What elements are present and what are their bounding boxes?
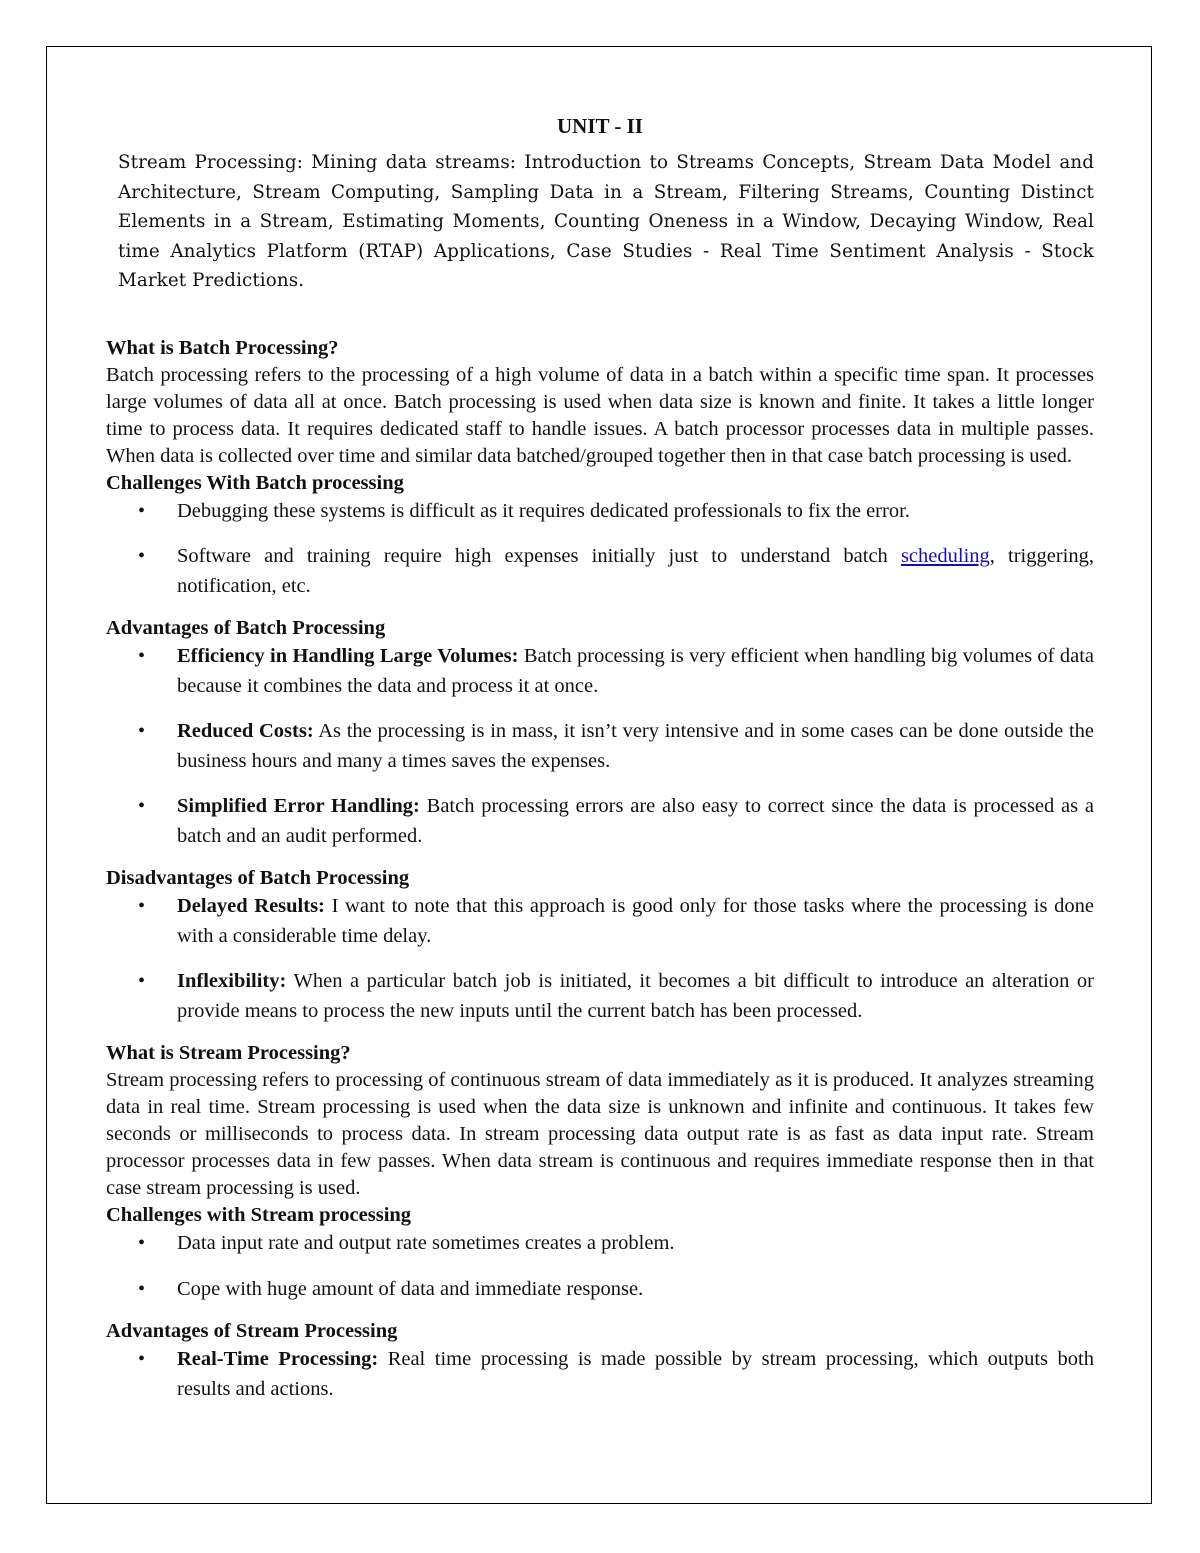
list-item-text: When a particular batch job is initiated, it becomes a bit difficult to introduce an alteration or provide means to process the new inputs until the current batch has been processed. bbox=[177, 970, 1094, 1022]
list-item bbox=[106, 1229, 1094, 1259]
bullet-icon: • bbox=[138, 895, 146, 918]
list-item bbox=[106, 892, 1094, 951]
list-item-term: Real-Time Processing: bbox=[177, 1348, 379, 1371]
list-item-term: Inflexibility: bbox=[177, 970, 287, 993]
batch-challenges-list bbox=[106, 497, 1094, 602]
stream-advantages-list bbox=[106, 1345, 1094, 1404]
bullet-icon: • bbox=[138, 545, 146, 568]
bullet-icon: • bbox=[138, 1232, 146, 1255]
list-item bbox=[106, 497, 1094, 527]
list-item-term: Simplified Error Handling: bbox=[177, 795, 420, 818]
batch-challenges-heading: Challenges With Batch processing bbox=[106, 471, 404, 494]
list-item-term: Efficiency in Handling Large Volumes: bbox=[177, 645, 519, 668]
list-item-text: , triggering, notification, etc. bbox=[177, 545, 1094, 597]
list-item bbox=[106, 1345, 1094, 1404]
stream-challenges-list bbox=[106, 1229, 1094, 1304]
list-item bbox=[106, 542, 1094, 601]
bullet-icon: • bbox=[138, 1277, 146, 1300]
list-item-term: Delayed Results: bbox=[177, 895, 325, 918]
batch-advantages-heading: Advantages of Batch Processing bbox=[106, 617, 386, 640]
bullet-icon: • bbox=[138, 795, 146, 818]
batch-body: Batch processing refers to the processing of a high volume of data in a batch within a specific time span. It processes large volumes of data all at once. Batch processing is used when data size is known and finite. It takes a little longer time to process data. It requires dedicated staff to handle issues. A batch processor processes data in multiple passes. When data is collected over time and similar data batched/grouped together then in that case batch processing is used. bbox=[106, 363, 1094, 467]
bullet-icon: • bbox=[138, 970, 146, 993]
document-body bbox=[106, 112, 1094, 1404]
stream-heading: What is Stream Processing? bbox=[106, 1042, 351, 1065]
list-item bbox=[106, 792, 1094, 851]
list-item-text: Real time processing is made possible by stream processing, which outputs both results and actions. bbox=[177, 1348, 1094, 1400]
bullet-icon: • bbox=[138, 645, 146, 668]
list-item-term: Reduced Costs: bbox=[177, 720, 314, 743]
syllabus-paragraph: Stream Processing: Mining data streams: Introduction to Streams Concepts, Stream Data Model and Architecture, Stream Computing, Sampling Data in a Stream, Filtering Streams, Counting Distinct Elements in a Stream, Estimating Moments, Counting Oneness in a Window, Decaying Window, Real time Analytics Platform (RTAP) Applications, Case Studies - Real Time Sentiment Analysis - Stock Market Predictions. bbox=[118, 152, 1094, 292]
stream-advantages-heading: Advantages of Stream Processing bbox=[106, 1320, 398, 1343]
stream-challenges-heading: Challenges with Stream processing bbox=[106, 1204, 412, 1227]
bullet-icon: • bbox=[138, 499, 146, 522]
list-item-text: As the processing is in mass, it isn’t very intensive and in some cases can be done outside the business hours and many a times saves the expenses. bbox=[177, 720, 1094, 772]
list-item-text: I want to note that this approach is good only for those tasks where the processing is done with a considerable time delay. bbox=[177, 895, 1094, 947]
bullet-icon: • bbox=[138, 720, 146, 743]
list-item-text: Batch processing errors are also easy to correct since the data is processed as a batch and an audit performed. bbox=[177, 795, 1094, 847]
list-item-text: Batch processing is very efficient when handling big volumes of data because it combines the data and process it at once. bbox=[177, 645, 1094, 697]
list-item-text: Cope with huge amount of data and immediate response. bbox=[177, 1277, 644, 1300]
batch-advantages-list bbox=[106, 642, 1094, 851]
stream-body: Stream processing refers to processing of continuous stream of data immediately as it is produced. It analyzes streaming data in real time. Stream processing is used when the data size is unknown and infinite and continuous. It takes few seconds or milliseconds to process data. In stream processing data output rate is as fast as data input rate. Stream processor processes data in few passes. When data stream is continuous and requires immediate response then in that case stream processing is used. bbox=[106, 1069, 1094, 1200]
list-item bbox=[106, 967, 1094, 1026]
list-item bbox=[106, 717, 1094, 776]
batch-disadvantages-heading: Disadvantages of Batch Processing bbox=[106, 867, 410, 890]
list-item-text: Debugging these systems is difficult as it requires dedicated professionals to fix the error. bbox=[177, 499, 910, 522]
scheduling-link[interactable]: scheduling bbox=[900, 545, 990, 568]
batch-heading: What is Batch Processing? bbox=[106, 336, 339, 359]
unit-title: UNIT - II bbox=[557, 114, 643, 138]
list-item-text: Software and training require high expenses initially just to understand batch bbox=[177, 545, 901, 568]
list-item-text: Data input rate and output rate sometimes creates a problem. bbox=[177, 1232, 675, 1255]
bullet-icon: • bbox=[138, 1348, 146, 1371]
list-item bbox=[106, 1275, 1094, 1305]
list-item bbox=[106, 642, 1094, 701]
batch-disadvantages-list bbox=[106, 892, 1094, 1026]
